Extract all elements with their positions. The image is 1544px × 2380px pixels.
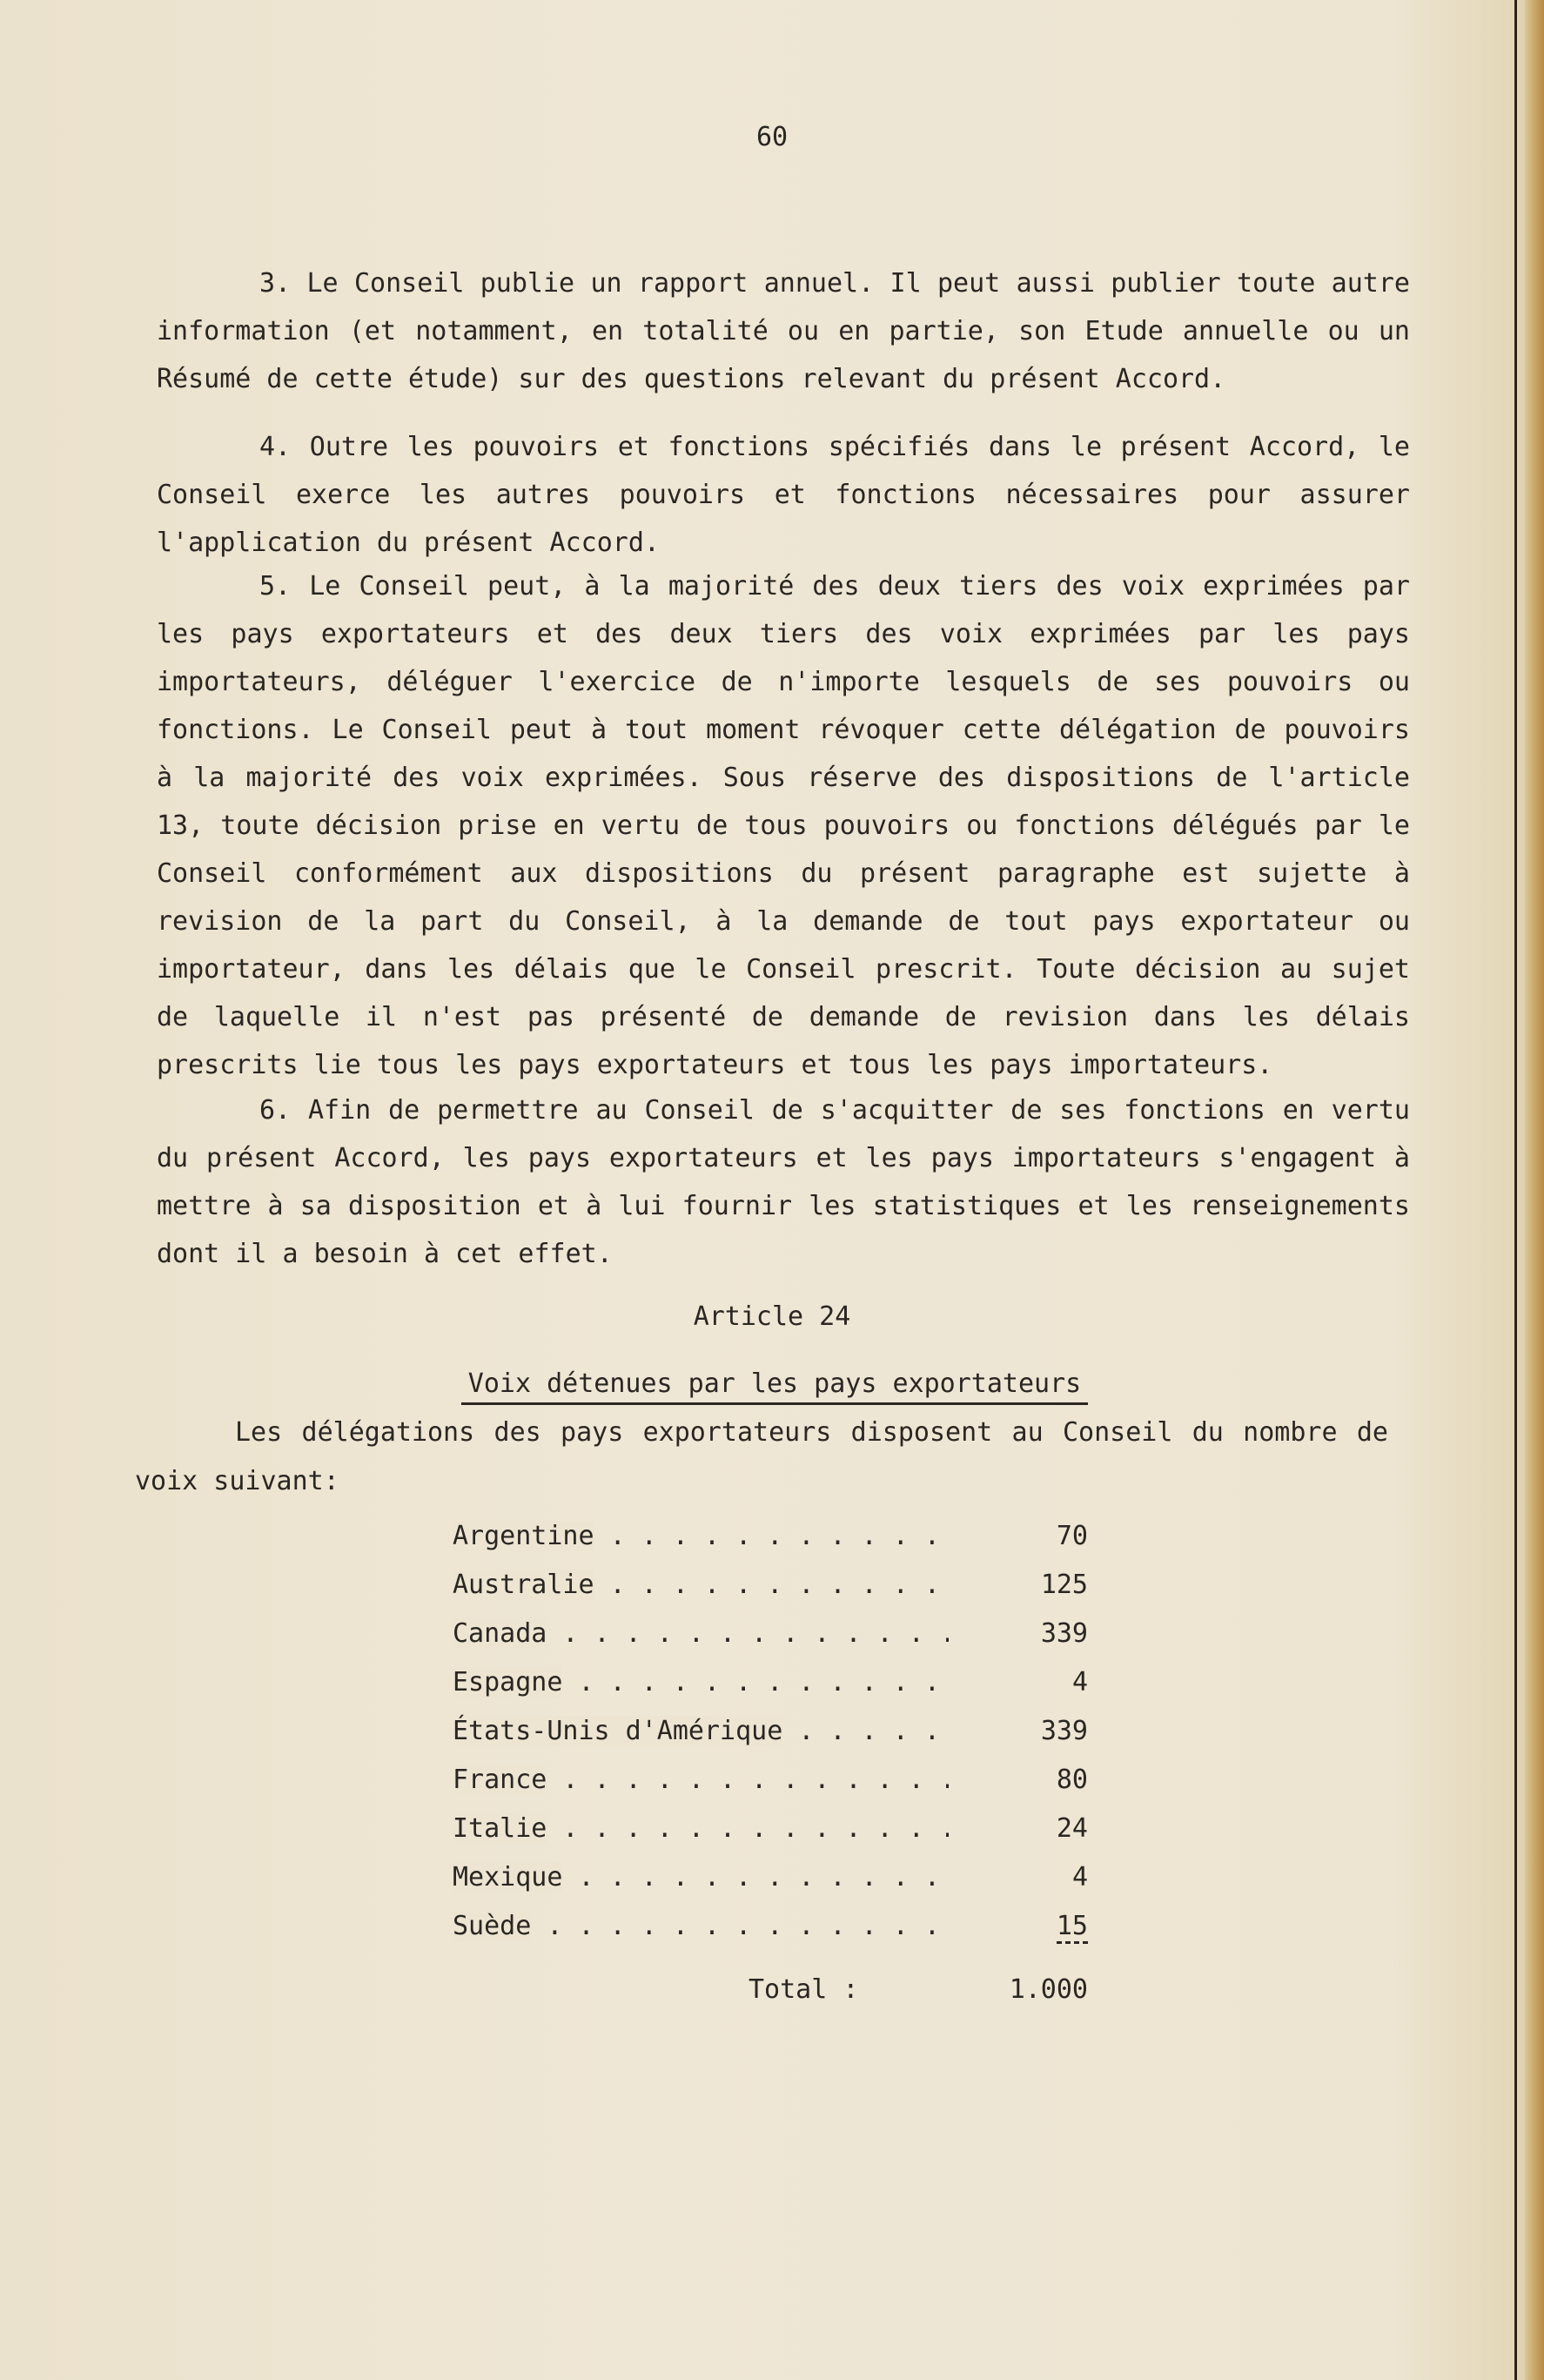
article-title: Article 24 — [693, 1301, 851, 1332]
country-name: Suède — [453, 1911, 532, 1941]
country-cell — [453, 1658, 949, 1707]
table-row — [453, 1561, 1088, 1610]
table-row — [453, 1805, 1088, 1853]
country-cell — [453, 1512, 949, 1561]
paragraph-4: 4. Outre les pouvoirs et fonctions spécifiés dans le présent Accord, le Conseil exerce les autres pouvoirs et fonctions nécessaires pour assurer l'application du présent Accord. — [157, 432, 1410, 558]
total-value: 1.000 — [1009, 1974, 1088, 2005]
paragraph-5: 5. Le Conseil peut, à la majorité des deux tiers des voix exprimées par les pays exportateurs et des deux tiers des voix exprimées par les pays importateurs, déléguer l'exercice de n'importe lesquels de ses pouvoirs ou fonctions. Le Conseil peut à tout moment révoquer cette délégation de pouvoirs à la majorité des voix exprimées. Sous réserve des dispositions de l'article 13, toute décision prise en vertu de tous pouvoirs ou fonctions délégués par le Conseil conformément aux dispositions du présent paragraphe est sujette à revision de la part du Conseil, à la demande de tout pays exportateur ou importateur, dans les délais que le Conseil prescrit. Toute décision au sujet de laquelle il n'est pas présenté de demande de revision dans les délais prescrits lie tous les pays exportateurs et tous les pays importateurs. — [157, 571, 1410, 1080]
table-row — [453, 1902, 1088, 1951]
table-row — [453, 1512, 1088, 1561]
paragraph-3: 3. Le Conseil publie un rapport annuel. Il peut aussi publier toute autre information (et notamment, en totalité ou en partie, son Etude annuelle ou un Résumé de cette étude) sur des questions relevant du présent Accord. — [157, 268, 1410, 394]
country-name: États-Unis d'Amérique — [453, 1716, 783, 1746]
country-cell — [453, 1756, 949, 1805]
votes-cell: 24 — [1056, 1813, 1088, 1844]
page-edge — [1525, 0, 1544, 2380]
country-name: Mexique — [453, 1862, 563, 1893]
country-cell — [453, 1902, 949, 1951]
votes-cell: 339 — [1040, 1716, 1088, 1746]
country-name: Australie — [453, 1570, 594, 1600]
table-row — [453, 1853, 1088, 1902]
country-name: Canada — [453, 1618, 547, 1649]
country-name: Italie — [453, 1813, 547, 1844]
votes-cell: 4 — [1071, 1667, 1088, 1698]
country-cell — [453, 1610, 949, 1658]
table-row — [453, 1707, 1088, 1756]
votes-cell: 80 — [1056, 1765, 1088, 1795]
votes-cell: 4 — [1071, 1862, 1088, 1893]
paragraph-6: 6. Afin de permettre au Conseil de s'acquitter de ses fonctions en vertu du présent Accord, les pays exportateurs et les pays importateurs s'engagent à mettre à sa disposition et à lui fournir les statistiques et les renseignements dont il a besoin à cet effet. — [157, 1095, 1410, 1269]
table-row — [453, 1610, 1088, 1658]
votes-cell: 339 — [1040, 1618, 1088, 1649]
article-subtitle: Voix détenues par les pays exportateurs — [461, 1368, 1088, 1405]
votes-table — [453, 1512, 1088, 1951]
country-cell — [453, 1805, 949, 1853]
country-name: France — [453, 1765, 547, 1795]
table-row — [453, 1658, 1088, 1707]
country-cell — [453, 1561, 949, 1610]
votes-cell — [966, 1902, 1088, 1951]
country-cell — [453, 1707, 949, 1756]
total-row — [749, 1966, 1088, 2014]
page-number: 60 — [755, 122, 789, 152]
article-intro: Les délégations des pays exportateurs disposent au Conseil du nombre de voix suivant: — [135, 1417, 1388, 1496]
table-row — [453, 1756, 1088, 1805]
votes-cell: 70 — [1056, 1521, 1088, 1551]
country-cell — [453, 1853, 949, 1902]
votes-cell: 125 — [1040, 1570, 1088, 1600]
last-votes-value: 15 — [1057, 1911, 1088, 1944]
country-name: Argentine — [453, 1521, 594, 1551]
country-name: Espagne — [453, 1667, 563, 1698]
page-fold-line — [1514, 0, 1517, 2380]
total-label: Total : — [749, 1974, 859, 2005]
